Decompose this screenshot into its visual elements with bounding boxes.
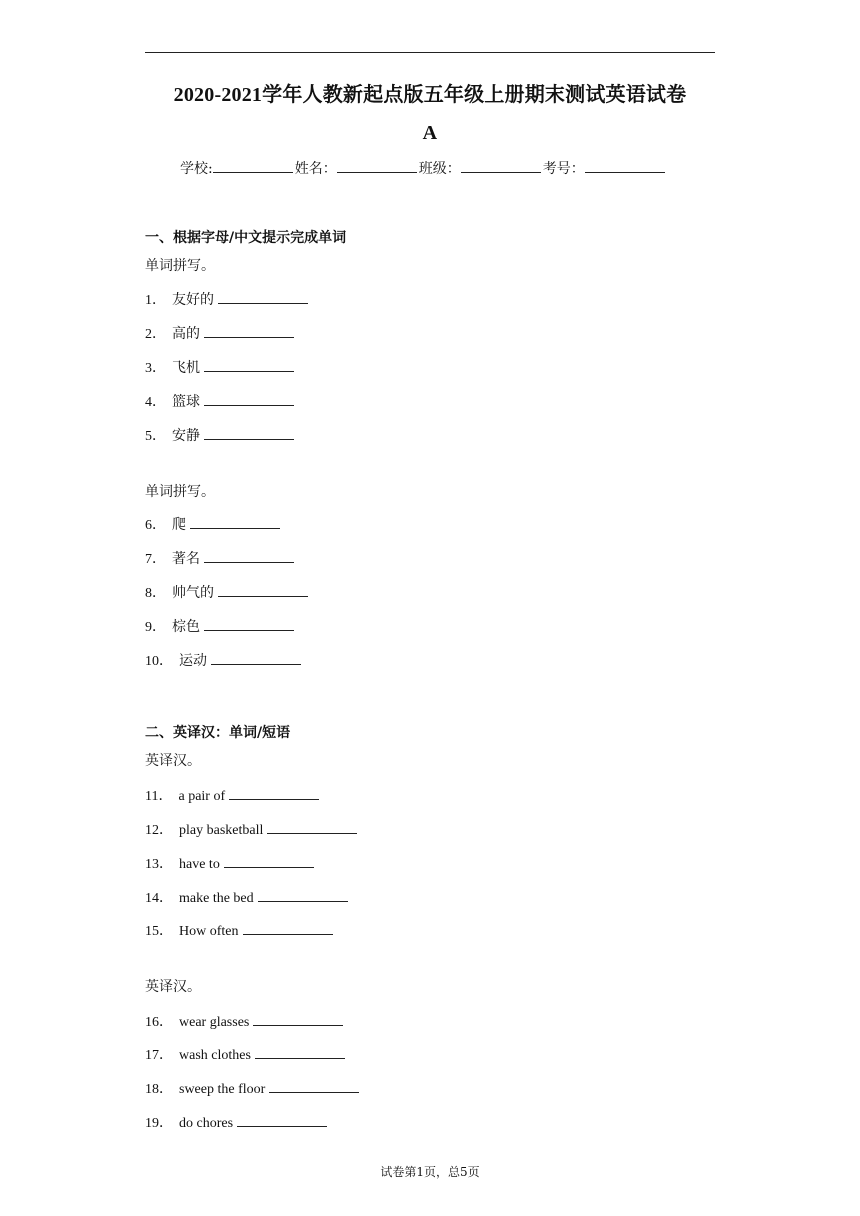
question-number: 6． — [145, 518, 166, 533]
section-instruction: 单词拼写。 — [145, 258, 215, 274]
school-label: 学校: — [180, 161, 213, 177]
question-number: 17． — [145, 1048, 173, 1063]
answer-blank[interactable] — [204, 427, 294, 440]
question-text: 飞机 — [172, 361, 200, 376]
question-text: sweep the floor — [179, 1082, 266, 1097]
answer-blank[interactable] — [253, 1013, 343, 1026]
answer-blank[interactable] — [229, 787, 319, 800]
question-item — [145, 819, 357, 839]
question-number: 8． — [145, 586, 166, 601]
question-item — [145, 1112, 327, 1132]
student-info-line — [180, 158, 740, 178]
answer-blank[interactable] — [211, 652, 301, 665]
question-text: a pair of — [178, 789, 226, 804]
question-number: 13． — [145, 857, 173, 872]
answer-blank[interactable] — [224, 855, 314, 868]
question-number: 7． — [145, 552, 166, 567]
question-item — [145, 920, 333, 940]
answer-blank[interactable] — [204, 325, 294, 338]
section-heading: 二、英译汉：单词/短语 — [145, 725, 291, 741]
question-number: 3． — [145, 361, 166, 376]
question-text: 著名 — [172, 552, 200, 567]
question-text: How often — [179, 924, 239, 939]
question-number: 11． — [145, 789, 173, 804]
name-blank[interactable] — [337, 158, 417, 173]
exam-no-blank[interactable] — [585, 158, 665, 173]
question-item — [145, 616, 294, 636]
question-item — [145, 785, 319, 805]
question-number: 5． — [145, 429, 166, 444]
school-blank[interactable] — [213, 158, 293, 173]
answer-blank[interactable] — [255, 1046, 345, 1059]
class-blank[interactable] — [461, 158, 541, 173]
header-rule — [145, 52, 715, 53]
question-item — [145, 514, 280, 534]
answer-blank[interactable] — [243, 922, 333, 935]
question-text: 高的 — [172, 327, 200, 342]
question-item — [145, 391, 294, 411]
question-number: 14． — [145, 891, 173, 906]
exam-title: 2020-2021学年人教新起点版五年级上册期末测试英语试卷 — [173, 84, 687, 106]
section-instruction: 英译汉。 — [145, 979, 201, 995]
question-number: 15． — [145, 924, 173, 939]
answer-blank[interactable] — [218, 291, 308, 304]
section-heading: 一、根据字母/中文提示完成单词 — [145, 230, 347, 246]
answer-blank[interactable] — [237, 1114, 327, 1127]
question-text: make the bed — [179, 891, 254, 906]
question-item — [145, 425, 294, 445]
question-text: wear glasses — [179, 1015, 250, 1030]
question-item — [145, 650, 301, 670]
answer-blank[interactable] — [190, 516, 280, 529]
question-item — [145, 582, 308, 602]
question-item — [145, 853, 314, 873]
question-item — [145, 887, 348, 907]
question-number: 2． — [145, 327, 166, 342]
question-text: wash clothes — [179, 1048, 251, 1063]
section-instruction: 英译汉。 — [145, 753, 201, 769]
question-number: 18． — [145, 1082, 173, 1097]
question-number: 16． — [145, 1015, 173, 1030]
question-text: 帅气的 — [172, 586, 214, 601]
section-instruction: 单词拼写。 — [145, 484, 215, 500]
question-text: 安静 — [172, 429, 200, 444]
question-item — [145, 1044, 345, 1064]
question-text: play basketball — [179, 823, 264, 838]
question-item — [145, 289, 308, 309]
answer-blank[interactable] — [204, 618, 294, 631]
question-item — [145, 548, 294, 568]
class-label: 班级： — [418, 161, 461, 177]
answer-blank[interactable] — [204, 550, 294, 563]
exam-title-suffix: A — [422, 122, 438, 144]
question-text: 爬 — [172, 518, 186, 533]
question-text: 棕色 — [172, 620, 200, 635]
question-text: 篮球 — [172, 395, 200, 410]
answer-blank[interactable] — [267, 821, 357, 834]
question-number: 10． — [145, 654, 173, 669]
question-item — [145, 1078, 359, 1098]
exam-no-label: 考号： — [542, 161, 585, 177]
question-item — [145, 357, 294, 377]
question-number: 1． — [145, 293, 166, 308]
question-number: 9． — [145, 620, 166, 635]
question-number: 4． — [145, 395, 166, 410]
answer-blank[interactable] — [204, 393, 294, 406]
question-number: 19． — [145, 1116, 173, 1131]
question-text: 友好的 — [172, 293, 214, 308]
name-label: 姓名： — [294, 161, 337, 177]
question-text: have to — [179, 857, 220, 872]
question-item — [145, 323, 294, 343]
answer-blank[interactable] — [204, 359, 294, 372]
answer-blank[interactable] — [258, 889, 348, 902]
page-footer: 试卷第1页，总5页 — [380, 1165, 480, 1179]
answer-blank[interactable] — [269, 1080, 359, 1093]
question-item — [145, 1011, 343, 1031]
question-text: 运动 — [179, 654, 207, 669]
question-text: do chores — [179, 1116, 234, 1131]
answer-blank[interactable] — [218, 584, 308, 597]
question-number: 12． — [145, 823, 173, 838]
